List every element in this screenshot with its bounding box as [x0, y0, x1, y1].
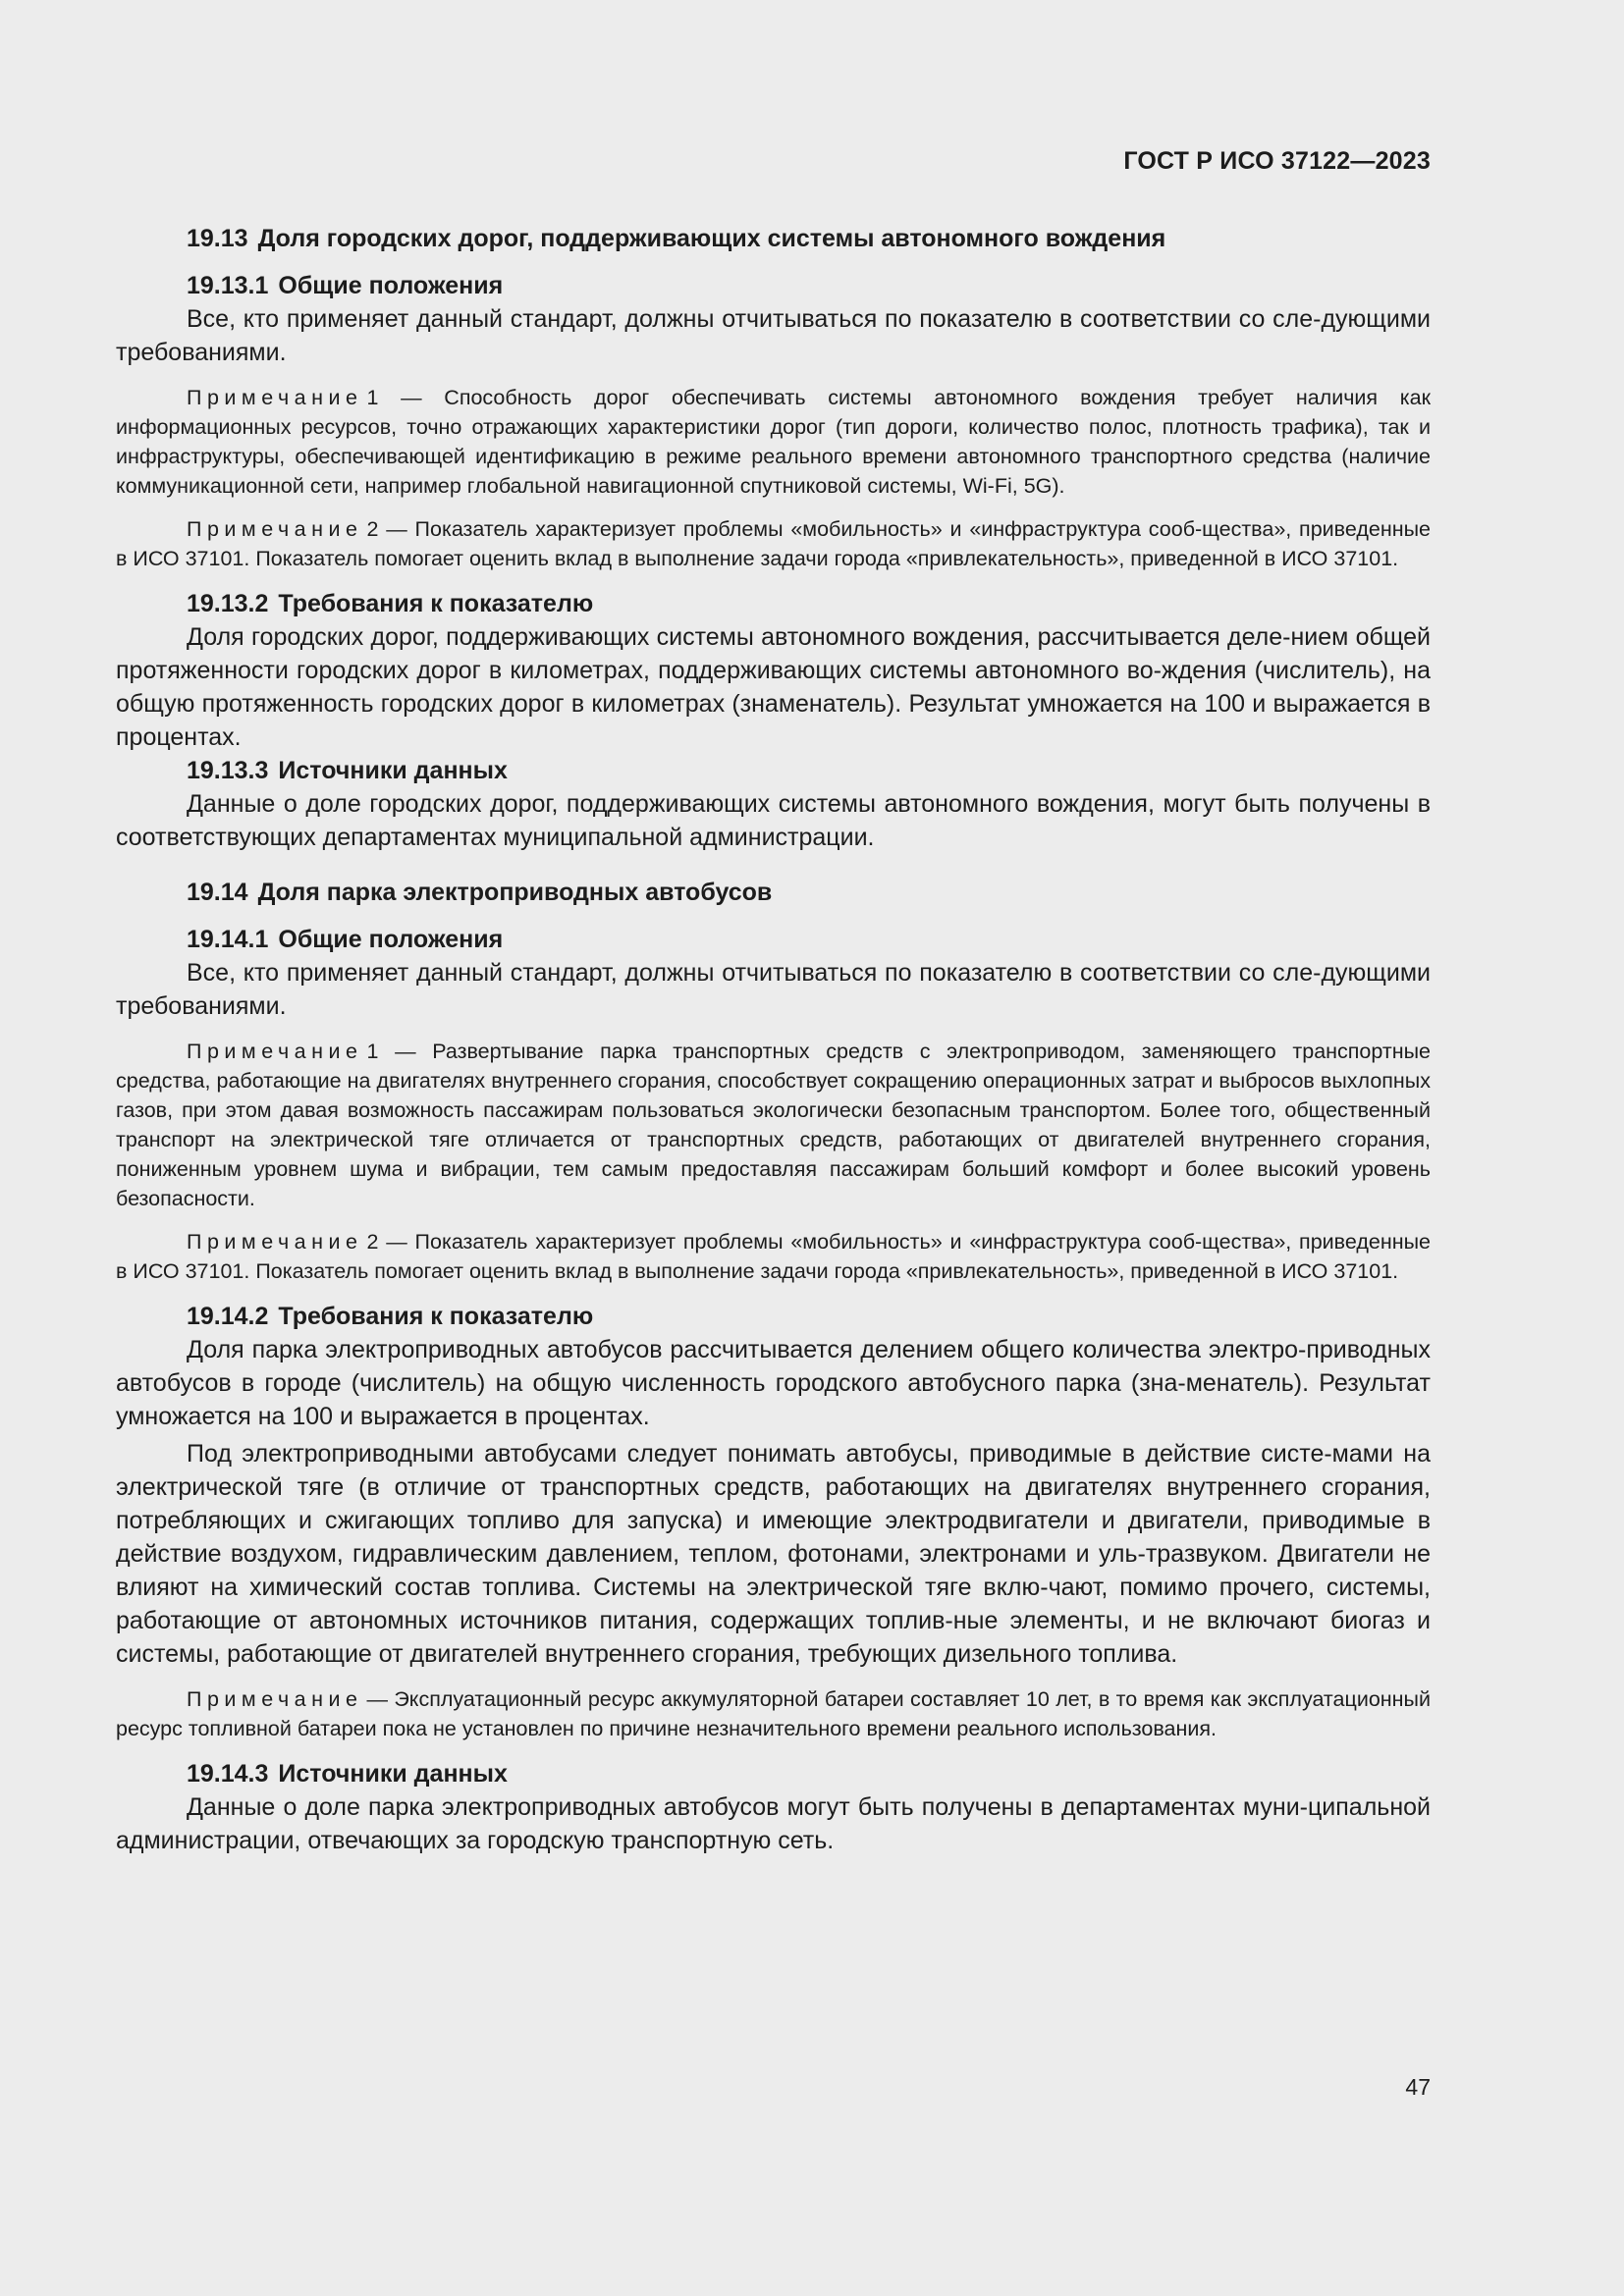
note-label: Примечание [187, 1040, 363, 1063]
subsection-number: 19.13.1 [187, 272, 269, 299]
subsection-heading-19-14-3 [116, 1757, 1431, 1790]
note-label: Примечание [187, 517, 363, 541]
note-text: 2 — Показатель характеризует проблемы «мобильность» и «инфраструктура сооб-щества», приведенные в ИСО 37101. Показатель помогает оценить вклад в выполнение задачи города «привлекательность», приведенной в ИСО 37101. [116, 517, 1431, 570]
paragraph: Доля городских дорог, поддерживающих системы автономного вождения, рассчитывается деле-нием общей протяженности городских дорог в километрах, поддерживающих системы автономного во-ждения (числитель), на общую протяженность городских дорог в километрах (знаменатель). Результат умножается на 100 и выражается в процентах. [116, 623, 1431, 751]
note-1 [116, 383, 1431, 501]
paragraph: Все, кто применяет данный стандарт, должны отчитываться по показателю в соответствии со сле-дующими требованиями. [116, 959, 1431, 1020]
paragraph: Данные о доле городских дорог, поддерживающих системы автономного вождения, могут быть получены в соответствующих департаментах муниципальной администрации. [116, 790, 1431, 851]
paragraph: Все, кто применяет данный стандарт, должны отчитываться по показателю в соответствии со сле-дующими требованиями. [116, 305, 1431, 366]
section-heading-19-14 [116, 876, 1431, 909]
subsection-title: Общие положения [278, 272, 504, 299]
standard-code-header: ГОСТ Р ИСО 37122—2023 [1123, 147, 1431, 175]
note-label: Примечание [187, 1230, 363, 1254]
note-text: 1 — Способность дорог обеспечивать системы автономного вождения требует наличия как информационных ресурсов, точно отражающих характеристики дорог (тип дороги, количество полос, плотность трафика), так и инфраструктуры, обеспечивающей идентификацию в режиме реального времени автономного транспортного средства (наличие коммуникационной сети, например глобальной навигационной спутниковой системы, Wi-Fi, 5G). [116, 386, 1431, 498]
section-number: 19.14 [187, 879, 248, 906]
note-text: 2 — Показатель характеризует проблемы «мобильность» и «инфраструктура сооб-щества», приведенные в ИСО 37101. Показатель помогает оценить вклад в выполнение задачи города «привлекательность», приведенной в ИСО 37101. [116, 1230, 1431, 1283]
section-number: 19.13 [187, 225, 248, 252]
note-text: — Эксплуатационный ресурс аккумуляторной батареи составляет 10 лет, в то время как эксплуатационный ресурс топливной батареи пока не установлен по причине незначительного времени реального использования. [116, 1687, 1431, 1740]
note-label: Примечание [187, 1687, 363, 1711]
page-content [116, 222, 1431, 1857]
note-2 [116, 1227, 1431, 1286]
note-label: Примечание [187, 386, 363, 409]
subsection-heading-19-13-1 [116, 269, 1431, 302]
note-2 [116, 514, 1431, 573]
subsection-number: 19.13.3 [187, 757, 269, 784]
note-1 [116, 1037, 1431, 1213]
subsection-heading-19-13-2 [116, 587, 1431, 620]
subsection-heading-19-14-2 [116, 1300, 1431, 1333]
subsection-number: 19.14.3 [187, 1760, 269, 1788]
section-title: Доля городских дорог, поддерживающих системы автономного вождения [257, 225, 1166, 252]
section-heading-19-13 [116, 222, 1431, 255]
subsection-title: Требования к показателю [278, 1303, 594, 1330]
page-number: 47 [1405, 2074, 1431, 2100]
subsection-title: Источники данных [278, 757, 508, 784]
subsection-number: 19.13.2 [187, 590, 269, 617]
paragraph: Данные о доле парка электроприводных автобусов могут быть получены в департаментах муни-ципальной администрации, отвечающих за городскую транспортную сеть. [116, 1793, 1431, 1854]
section-title: Доля парка электроприводных автобусов [257, 879, 773, 906]
note-text: 1 — Развертывание парка транспортных средств с электроприводом, заменяющего транспортные средства, работающие на двигателях внутреннего сгорания, способствует сокращению операционных затрат и выбросов выхлопных газов, при этом давая возможность пассажирам пользоваться экологически безопасным транспортом. Более того, общественный транспорт на электрической тяге отличается от транспортных средств, работающих от двигателей внутреннего сгорания, пониженным уровнем шума и вибрации, тем самым предоставляя пассажирам больший комфорт и более высокий уровень безопасности. [116, 1040, 1431, 1210]
note [116, 1684, 1431, 1743]
subsection-title: Общие положения [278, 926, 504, 953]
subsection-title: Источники данных [278, 1760, 508, 1788]
subsection-heading-19-13-3 [116, 754, 1431, 787]
subsection-number: 19.14.2 [187, 1303, 269, 1330]
subsection-title: Требования к показателю [278, 590, 594, 617]
paragraph: Доля парка электроприводных автобусов рассчитывается делением общего количества электро-приводных автобусов в городе (числитель) на общую численность городского автобусного парка (зна-менатель). Результат умножается на 100 и выражается в процентах. [116, 1336, 1431, 1430]
subsection-heading-19-14-1 [116, 923, 1431, 956]
paragraph: Под электроприводными автобусами следует понимать автобусы, приводимые в действие систе-мами на электрической тяге (в отличие от транспортных средств, работающих на двигателях внутреннего сгорания, потребляющих и сжигающих топливо для запуска) и имеющие электродвигатели и двигатели, приводимые в действие воздухом, гидравлическим давлением, теплом, фотонами, электронами и уль-тразвуком. Двигатели не влияют на химический состав топлива. Системы на электрической тяге вклю-чают, помимо прочего, системы, работающие от автономных источников питания, содержащих топлив-ные элементы, и не включают биогаз и системы, работающие от двигателей внутреннего сгорания, требующих дизельного топлива. [116, 1440, 1431, 1668]
subsection-number: 19.14.1 [187, 926, 269, 953]
